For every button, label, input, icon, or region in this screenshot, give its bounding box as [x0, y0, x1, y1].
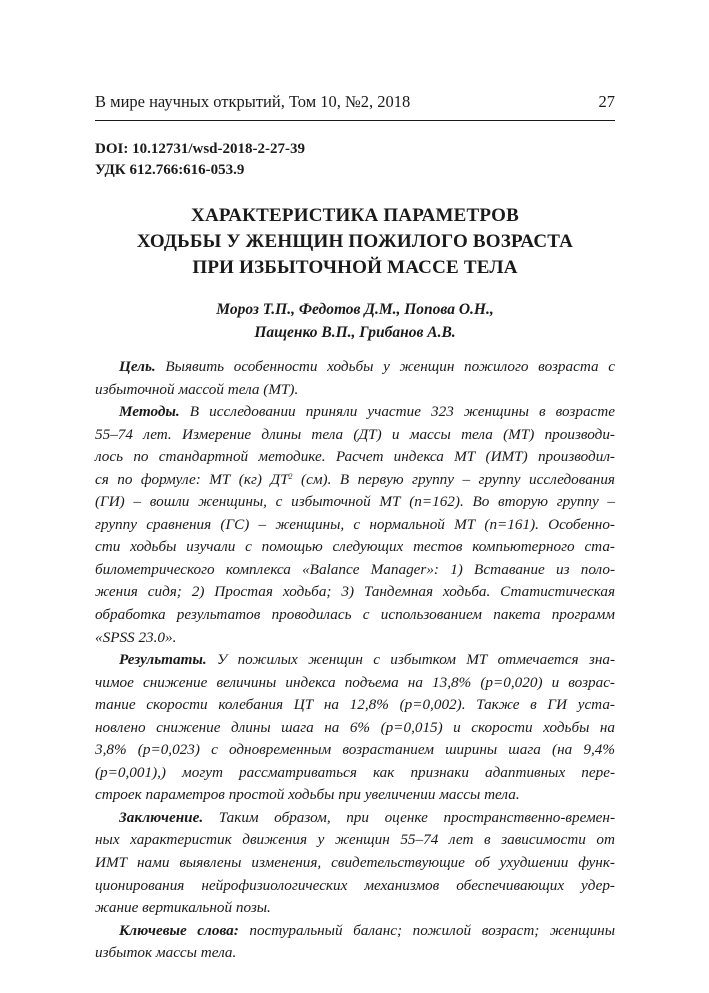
text-line: обработка результатов проводилась с использованием пакета программ — [95, 606, 615, 624]
text-line: «SPSS 23.0». — [95, 628, 177, 646]
text-line: (p=0,001),) могут рассматриваться как признаки адаптивных пере- — [95, 763, 615, 781]
text-line — [95, 469, 615, 492]
article-identifiers — [95, 139, 305, 181]
authors-line: Пащенко В.П., Грибанов А.В. — [254, 324, 456, 341]
keywords — [95, 920, 615, 943]
text-line: избыток массы тела. — [95, 944, 237, 962]
text-line: тание скорости колебания ЦТ на 12,8% (p=0,002). Также в ГИ уста- — [95, 696, 615, 714]
text-fragment: ся по формуле: МТ (кг) ДТ — [95, 470, 289, 488]
title-line: ПРИ ИЗБЫТОЧНОЙ МАССЕ ТЕЛА — [192, 257, 518, 278]
text-line: 3,8% (p=0,023) с одновременным возрастанием ширины шага (на 9,4% — [95, 741, 615, 759]
text-line: сти ходьбы изучали с помощью следующих тестов компьютерного ста- — [95, 538, 615, 556]
text-line: 55–74 лет. Измерение длины тела (ДТ) и массы тела (МТ) производи- — [95, 425, 615, 443]
authors-line: Мороз Т.П., Федотов Д.М., Попова О.Н., — [216, 301, 494, 318]
text-line: ных характеристик движения у женщин 55–74 лет в зависимости от — [95, 831, 615, 849]
text-line: постуральный баланс; пожилой возраст; женщины — [249, 921, 615, 939]
section-label: Методы. — [119, 403, 180, 421]
abstract-conclusion — [95, 807, 615, 830]
abstract — [95, 356, 615, 965]
text-line: жения сидя; 2) Простая ходьба; 3) Тандемная ходьба. Статистическая — [95, 583, 615, 601]
text-line: (ГИ) – вошли женщины, с избыточной МТ (n=162). Во вторую группу – — [95, 493, 615, 511]
text-line: жание вертикальной позы. — [95, 899, 271, 917]
header-rule — [95, 120, 615, 121]
text-line: группу сравнения (ГС) – женщины, с нормальной МТ (n=161). Особенно- — [95, 515, 615, 533]
text-line: В исследовании приняли участие 323 женщины в возрасте — [189, 403, 615, 421]
doi[interactable]: DOI: 10.12731/wsd-2018-2-27-39 — [95, 141, 305, 157]
abstract-goal — [95, 356, 615, 379]
article-title — [95, 203, 615, 281]
section-label: Ключевые слова: — [119, 921, 239, 939]
section-label: Результаты. — [119, 651, 207, 669]
section-label: Цель. — [119, 358, 156, 375]
text-fragment: (см). В первую группу – группу исследования — [292, 470, 615, 488]
abstract-results — [95, 649, 615, 672]
text-line: лось по стандартной методике. Расчет индекса МТ (ИМТ) производил- — [95, 448, 615, 466]
running-head — [95, 92, 615, 116]
text-line: Таким образом, при оценке пространственно-времен- — [218, 808, 615, 826]
journal-citation: В мире научных открытий, Том 10, №2, 2018 — [95, 92, 411, 111]
title-line: ХАРАКТЕРИСТИКА ПАРАМЕТРОВ — [191, 205, 519, 226]
text-line: ционирования нейрофизиологических механизмов обеспечивающих удер- — [95, 876, 615, 894]
title-line: ХОДЬБЫ У ЖЕНЩИН ПОЖИЛОГО ВОЗРАСТА — [136, 231, 574, 252]
text-line: Выявить особенности ходьбы у женщин пожилого возраста с — [165, 358, 615, 375]
text-line: чимое снижение величины индекса подъема на 13,8% (p=0,020) и возрас- — [95, 673, 615, 691]
text-line: ИМТ нами выявлены изменения, свидетельствующие об ухудшении функ- — [95, 854, 615, 872]
author-list — [95, 298, 615, 344]
superscript: 2 — [288, 471, 293, 481]
udc-code: УДК 612.766:616-053.9 — [95, 162, 245, 178]
abstract-methods — [95, 401, 615, 424]
text-line: билометрического комплекса «Balance Manager»: 1) Вставание из поло- — [95, 560, 615, 578]
text-line: У пожилых женщин с избытком МТ отмечается зна- — [217, 651, 616, 669]
page-number: 27 — [598, 92, 615, 111]
text-line: новлено снижение длины шага на 6% (p=0,015) и скорости ходьбы на — [95, 718, 615, 736]
text-line: строек параметров простой ходьбы при увеличении массы тела. — [95, 786, 520, 804]
section-label: Заключение. — [119, 808, 204, 826]
text-line: избыточной массой тела (МТ). — [95, 380, 299, 398]
